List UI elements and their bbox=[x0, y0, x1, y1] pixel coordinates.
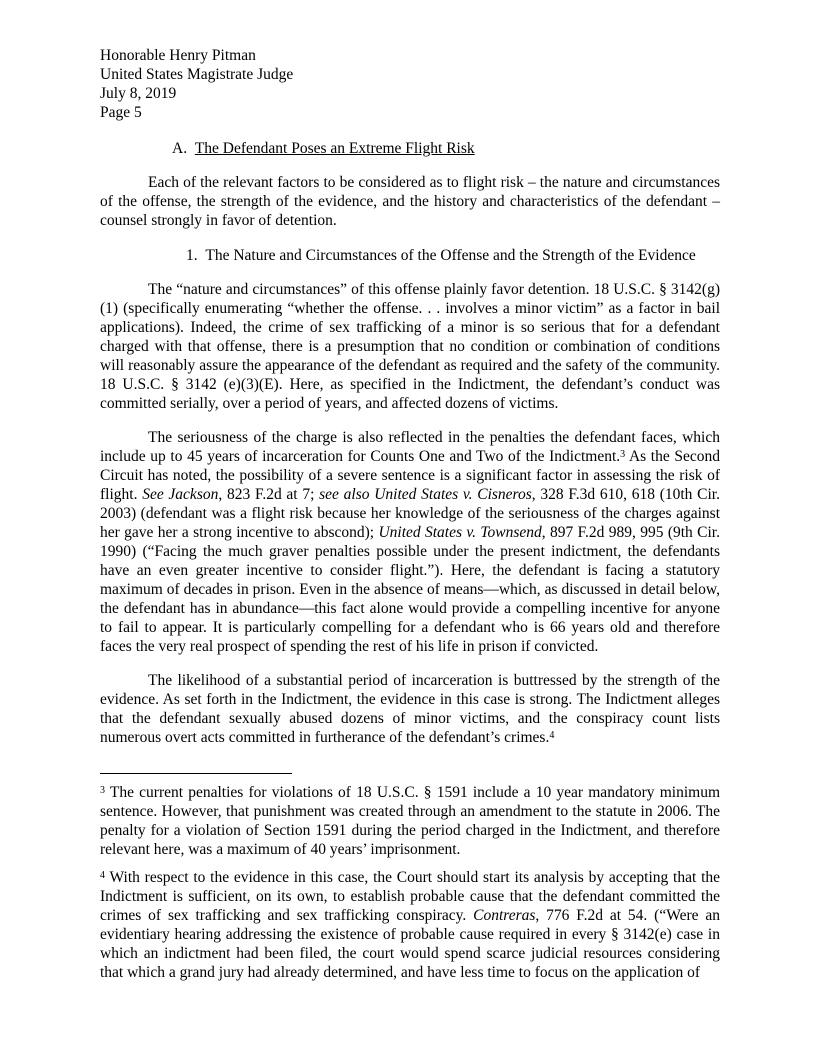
paragraph-seriousness-penalties: The seriousness of the charge is also reflected in the penalties the defendant faces, which include up to 45 years of incarceration for Counts One and Two of the Indictment.$^3$ As the Second Circuit has noted, the possibility of a severe sentence is a significant factor in assessing the risk of flight. See Jackson, 823 F.2d at 7; see also United States v. Cisneros, 328 F.3d 610, 618 (10th Cir. 2003) (defendant was a flight risk because her knowledge of the seriousness of the charges against her gave her a strong incentive to abscond); United States v. Townsend, 897 F.2d 989, 995 (9th Cir. 1990) (“Facing the much graver penalties possible under the present indictment, the defendants have an even greater incentive to consider flight.”). Here, the defendant is facing a statutory maximum of decades in prison. Even in the absence of means—which, as discussed in detail below, the defendant has in abundance—this fact alone would provide a compelling incentive for anyone to fail to appear. It is particularly compelling for a defendant who is 66 years old and therefore faces the very real prospect of spending the rest of his life in prison if convicted. bbox=[100, 429, 721, 655]
section-heading-a-title: The Defendant Poses an Extreme Flight Risk bbox=[194, 140, 475, 157]
paragraph-intro: Each of the relevant factors to be considered as to flight risk – the nature and circumstances of the offense, the strength of the evidence, and the history and characteristics of the defendant – counsel strongly in favor of detention. bbox=[100, 174, 720, 229]
footnote-separator-rule bbox=[100, 773, 292, 774]
footnote-4: $^4$ With respect to the evidence in this case, the Court should start its analysis by accepting that the Indictment is sufficient, on its own, to establish probable cause that the defendant committed the crimes of sex trafficking and sex trafficking conspiracy. Contreras, 776 F.2d at 54. (“Were an evidentiary hearing addressing the existence of probable cause required in every § 3142(e) case in which an indictment had been filed, the court would spend scarce judicial resources considering that which a grand jury had already determined, and have less time to focus on the application of bbox=[100, 869, 720, 981]
header-line-recipient-title: United States Magistrate Judge bbox=[100, 66, 294, 83]
section-heading-a-label: A. bbox=[172, 140, 188, 157]
header-line-recipient: Honorable Henry Pitman bbox=[100, 47, 256, 64]
subsection-heading-1-title: The Nature and Circumstances of the Offense and the Strength of the Evidence bbox=[205, 247, 696, 264]
subsection-heading-1 bbox=[186, 246, 720, 265]
header-line-date: July 8, 2019 bbox=[100, 85, 177, 102]
footnote-3: $^3$ The current penalties for violations of 18 U.S.C. § 1591 include a 10 year mandatory minimum sentence. However, that punishment was created through an amendment to the statute in 2006. The penalty for a violation of Section 1591 during the period charged in the Indictment, and therefore relevant here, was a maximum of 40 years’ imprisonment. bbox=[100, 784, 720, 858]
header-line-page-number: Page 5 bbox=[100, 104, 142, 121]
section-heading-a bbox=[172, 139, 720, 158]
paragraph-strength-of-evidence: The likelihood of a substantial period of incarceration is buttressed by the strength of the evidence. As set forth in the Indictment, the evidence in this case is strong. The Indictment alleges that the defendant sexually abused dozens of minor victims, and the conspiracy count lists numerous overt acts committed in furtherance of the defendant’s crimes.$^4$ bbox=[100, 672, 720, 746]
paragraph-nature-circumstances: The “nature and circumstances” of this offense plainly favor detention. 18 U.S.C. § 3142(g)(1) (specifically enumerating “whether the offense. . . involves a minor victim” as a factor in bail applications). Indeed, the crime of sex trafficking of a minor is so serious that for a defendant charged with that offense, there is a presumption that no condition or combination of conditions will reasonably assure the appearance of the defendant as required and the safety of the community. 18 U.S.C. § 3142 (e)(3)(E). Here, as specified in the Indictment, the defendant’s conduct was committed serially, over a period of years, and affected dozens of victims. bbox=[100, 281, 720, 412]
letter-header bbox=[100, 46, 720, 122]
subsection-heading-1-label: 1. bbox=[186, 247, 198, 264]
